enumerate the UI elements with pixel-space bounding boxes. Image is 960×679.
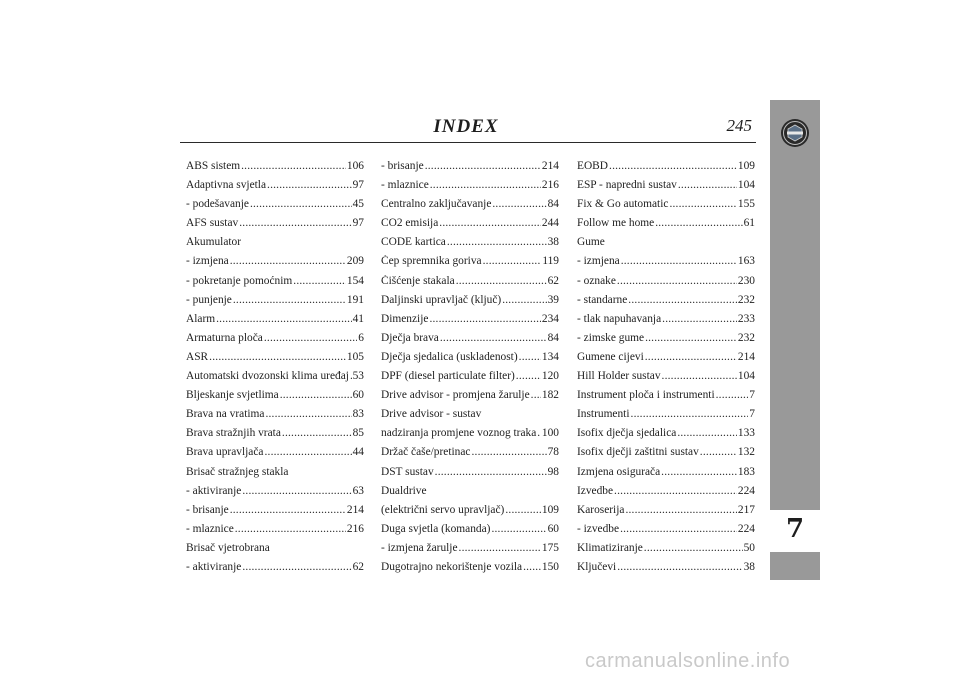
index-entry[interactable] — [186, 408, 364, 427]
index-entry[interactable] — [186, 446, 364, 465]
index-entry[interactable] — [186, 427, 364, 446]
index-entry-label: Gume — [577, 236, 605, 249]
index-entry[interactable] — [381, 466, 559, 485]
index-entry[interactable] — [381, 370, 559, 389]
dot-leader — [235, 523, 346, 535]
index-entry-label: Daljinski upravljač (ključ) — [381, 293, 502, 306]
dot-leader — [662, 313, 737, 325]
index-entry[interactable] — [577, 160, 755, 179]
page-number: 245 — [726, 116, 752, 135]
index-entry-label: Dugotrajno nekorištenje vozila — [381, 560, 523, 573]
index-entry[interactable] — [577, 485, 755, 504]
index-entry-label: - brisanje — [381, 160, 424, 172]
index-entry-page: 105 — [346, 350, 364, 363]
dot-leader — [516, 370, 541, 382]
dot-leader — [661, 466, 737, 478]
dot-leader — [502, 294, 546, 306]
index-entry[interactable] — [381, 255, 559, 274]
index-entry-label: CO2 emisija — [381, 217, 439, 230]
index-entry-page: 61 — [743, 217, 755, 230]
index-entry-label: Dimenzije — [381, 312, 429, 325]
index-entry-label: Drive advisor - sustav — [381, 408, 482, 421]
index-entry[interactable] — [577, 217, 755, 236]
index-entry[interactable] — [186, 198, 364, 217]
index-entry-page: 98 — [547, 465, 559, 478]
index-entry[interactable] — [186, 485, 364, 504]
index-entry[interactable] — [577, 198, 755, 217]
index-entry-label: Instrumenti — [577, 408, 630, 421]
index-entry-label: EOBD — [577, 160, 609, 172]
index-entry[interactable] — [577, 427, 755, 446]
dot-leader — [669, 198, 736, 210]
index-entry-label: Karoserija — [577, 503, 625, 516]
index-column-1 — [186, 160, 364, 580]
dot-leader — [620, 523, 737, 535]
dot-leader — [700, 446, 737, 458]
index-entry-label: Duga svjetla (komanda) — [381, 522, 491, 535]
index-entry-page: 83 — [352, 408, 364, 421]
index-entry-label: Instrument ploča i instrumenti — [577, 389, 715, 402]
dot-leader — [209, 351, 346, 363]
index-entry[interactable] — [381, 389, 559, 408]
index-entry-page: 150 — [541, 560, 559, 573]
index-entry-page: 50 — [743, 541, 755, 554]
index-entry-label: Armaturna ploča — [186, 331, 263, 344]
chapter-tab[interactable] — [770, 510, 820, 552]
dot-leader — [609, 160, 737, 172]
index-entry-page: 134 — [541, 350, 559, 363]
index-entry-label: Bljeskanje svjetlima — [186, 389, 279, 402]
index-entry[interactable] — [381, 313, 559, 332]
chapter-number: 7 — [785, 514, 805, 544]
dot-leader — [429, 313, 540, 325]
index-entry-label: - aktiviranje — [186, 560, 242, 573]
index-entry-page: 63 — [352, 484, 364, 497]
index-entry-page: 45 — [352, 198, 364, 211]
index-entry[interactable] — [381, 160, 559, 179]
index-entry-page: 106 — [346, 160, 364, 172]
lancia-logo-icon — [780, 118, 810, 148]
index-entry[interactable] — [186, 332, 364, 351]
index-entry[interactable] — [381, 427, 559, 446]
index-entry-label: Brava stražnjih vrata — [186, 427, 281, 440]
index-entry-page: 39 — [547, 293, 559, 306]
index-entry-label: - izmjena — [577, 255, 620, 268]
dot-leader — [230, 504, 346, 516]
index-entry-label: - pokretanje pomoćnim — [186, 274, 293, 287]
dot-leader — [430, 179, 541, 191]
index-entry[interactable] — [381, 504, 559, 523]
index-entry-label: Čep spremnika goriva — [381, 255, 482, 268]
index-entry[interactable] — [577, 275, 755, 294]
index-entry-label: CODE kartica — [381, 236, 446, 249]
index-entry-label: (električni servo upravljač) — [381, 503, 505, 516]
index-column-2 — [381, 160, 559, 580]
dot-leader — [440, 332, 547, 344]
dot-leader — [537, 427, 541, 439]
index-entry-label: ESP - napredni sustav — [577, 179, 677, 192]
index-entry[interactable] — [577, 294, 755, 313]
index-entry-page: 78 — [547, 446, 559, 459]
index-entry[interactable] — [577, 408, 755, 427]
dot-leader — [239, 217, 351, 229]
index-entry-label: - mlaznice — [381, 179, 429, 192]
dot-leader — [505, 504, 541, 516]
index-column-3 — [577, 160, 755, 580]
index-entry[interactable] — [577, 332, 755, 351]
index-entry[interactable] — [577, 179, 755, 198]
index-entry-label: DST sustav — [381, 465, 434, 478]
dot-leader — [645, 351, 737, 363]
index-entry-page: 191 — [346, 293, 364, 306]
index-entry-label: Držač čaše/pretinac — [381, 446, 471, 459]
index-entry-page: 7 — [749, 408, 755, 421]
index-entry-label: - tlak napuhavanja — [577, 312, 662, 325]
index-entry[interactable] — [577, 523, 755, 542]
index-entry[interactable] — [577, 236, 755, 255]
index-entry-label: Izmjena osigurača — [577, 465, 661, 478]
index-entry-page: 230 — [737, 274, 755, 287]
index-entry-page: 104 — [737, 179, 755, 192]
index-entry[interactable] — [381, 275, 559, 294]
index-entry-page: 244 — [541, 217, 559, 230]
index-entry-label: - aktiviranje — [186, 484, 242, 497]
index-entry-page: 38 — [743, 560, 755, 573]
dot-leader — [265, 408, 351, 420]
index-entry-page: 224 — [737, 484, 755, 497]
index-entry-page: 209 — [346, 255, 364, 268]
index-entry-label: Dječja brava — [381, 331, 439, 344]
index-entry-label: - zimske gume — [577, 331, 645, 344]
index-entry-label: Klimatiziranje — [577, 541, 643, 554]
index-entry-page: 60 — [547, 522, 559, 535]
index-entry[interactable] — [577, 561, 755, 580]
dot-leader — [617, 561, 742, 573]
index-entry-label: - brisanje — [186, 503, 229, 516]
index-entry-label: - oznake — [577, 274, 616, 287]
index-entry[interactable] — [381, 485, 559, 504]
index-entry-label: Centralno zaključavanje — [381, 198, 492, 211]
dot-leader — [631, 408, 749, 420]
index-entry-page: 109 — [541, 503, 559, 516]
index-entry[interactable] — [577, 351, 755, 370]
index-entry-page: 163 — [737, 255, 755, 268]
dot-leader — [230, 255, 346, 267]
index-entry[interactable] — [186, 275, 364, 294]
page-title: INDEX — [433, 116, 499, 137]
index-entry-page: 132 — [737, 446, 755, 459]
index-entry[interactable] — [577, 255, 755, 274]
dot-leader — [491, 523, 546, 535]
chapter-sidebar — [770, 100, 820, 580]
dot-leader — [621, 255, 737, 267]
dot-leader — [242, 561, 351, 573]
index-entry[interactable] — [381, 236, 559, 255]
dot-leader — [471, 446, 546, 458]
dot-leader — [425, 160, 541, 172]
index-entry[interactable] — [381, 523, 559, 542]
index-entry-page: 6 — [358, 331, 364, 344]
index-entry[interactable] — [381, 332, 559, 351]
index-entry-label: Isofix dječja sjedalica — [577, 427, 677, 440]
index-entry-label: - izmjena žarulje — [381, 541, 458, 554]
index-entry-page: 232 — [737, 293, 755, 306]
index-entry-label: nadziranja promjene voznog traka — [381, 427, 537, 440]
index-entry-label: Brava upravljača — [186, 446, 264, 459]
dot-leader — [492, 198, 546, 210]
index-entry-page: 216 — [541, 179, 559, 192]
index-entry-page: 119 — [542, 255, 559, 268]
index-entry-page: 7 — [749, 389, 755, 402]
dot-leader — [662, 370, 737, 382]
index-entry-label: Akumulator — [186, 236, 242, 249]
index-entry[interactable] — [577, 466, 755, 485]
index-entry[interactable] — [577, 504, 755, 523]
dot-leader — [267, 179, 352, 191]
dot-leader — [645, 332, 737, 344]
index-entry-page: 62 — [352, 560, 364, 573]
index-entry-page: 97 — [352, 217, 364, 230]
dot-leader — [280, 389, 352, 401]
index-entry-page: 53 — [352, 370, 364, 383]
index-entry-label: DPF (diesel particulate filter) — [381, 370, 515, 383]
index-entry-label: Drive advisor - promjena žarulje — [381, 389, 530, 402]
dot-leader — [447, 236, 547, 248]
index-entry-page: 155 — [737, 198, 755, 211]
index-entry[interactable] — [577, 542, 755, 561]
dot-leader — [483, 255, 542, 267]
dot-leader — [625, 504, 736, 516]
index-entry-page: 97 — [352, 179, 364, 192]
index-entry-label: Ključevi — [577, 560, 617, 573]
dot-leader — [350, 370, 352, 382]
index-entry-page: 214 — [737, 350, 755, 363]
index-entry-label: - punjenje — [186, 293, 232, 306]
index-entry[interactable] — [577, 370, 755, 389]
index-entry[interactable] — [381, 294, 559, 313]
dot-leader — [655, 217, 742, 229]
index-entry-page: 214 — [346, 503, 364, 516]
index-entry[interactable] — [186, 389, 364, 408]
dot-leader — [644, 542, 743, 554]
index-entry-page: 60 — [352, 389, 364, 402]
index-entry-page: 224 — [737, 522, 755, 535]
index-entry-label: Isofix dječji zaštitni sustav — [577, 446, 699, 459]
dot-leader — [531, 389, 541, 401]
index-entry-page: 84 — [547, 331, 559, 344]
index-entry[interactable] — [381, 542, 559, 561]
index-entry-page: 38 — [547, 236, 559, 249]
index-entry-label: AFS sustav — [186, 217, 239, 230]
index-entry-page: 120 — [541, 370, 559, 383]
dot-leader — [617, 275, 737, 287]
index-entry-page: 232 — [737, 331, 755, 344]
index-entry-label: Gumene cijevi — [577, 350, 644, 363]
index-entry[interactable] — [186, 179, 364, 198]
dot-leader — [250, 198, 352, 210]
index-entry[interactable] — [186, 160, 364, 179]
index-entry[interactable] — [381, 561, 559, 580]
index-entry-page: 214 — [541, 160, 559, 172]
index-entry-page: 175 — [541, 541, 559, 554]
index-entry-label: Adaptivna svjetla — [186, 179, 267, 192]
index-entry[interactable] — [186, 523, 364, 542]
index-entry-label: Automatski dvozonski klima uređaj — [186, 370, 349, 383]
dot-leader — [523, 561, 541, 573]
dot-leader — [628, 294, 737, 306]
index-entry-label: - standarne — [577, 293, 628, 306]
index-entry-page: 154 — [346, 274, 364, 287]
index-entry-label: ASR — [186, 350, 209, 363]
index-entry-label: - izmjena — [186, 255, 229, 268]
index-entry[interactable] — [381, 179, 559, 198]
dot-leader — [614, 485, 737, 497]
index-entry[interactable] — [186, 217, 364, 236]
index-entry[interactable] — [186, 504, 364, 523]
index-entry-page: 85 — [352, 427, 364, 440]
dot-leader — [282, 427, 352, 439]
index-entry[interactable] — [381, 351, 559, 370]
index-entry-page: 183 — [737, 465, 755, 478]
index-entry[interactable] — [577, 389, 755, 408]
index-entry-page: 41 — [352, 312, 364, 325]
index-entry[interactable] — [186, 542, 364, 561]
index-entry-label: Brisač stražnjeg stakla — [186, 465, 289, 478]
index-entry[interactable] — [186, 294, 364, 313]
index-entry[interactable] — [186, 561, 364, 580]
index-entry[interactable] — [381, 217, 559, 236]
header-rule — [180, 142, 756, 143]
index-entry-page: 109 — [737, 160, 755, 172]
dot-leader — [264, 446, 351, 458]
index-entry[interactable] — [381, 446, 559, 465]
index-entry-page: 133 — [737, 427, 755, 440]
index-entry-label: Hill Holder sustav — [577, 370, 661, 383]
dot-leader — [677, 427, 737, 439]
index-entry[interactable] — [186, 466, 364, 485]
dot-leader — [519, 351, 541, 363]
index-entry-label: Čišćenje stakala — [381, 274, 455, 287]
index-entry-page: 234 — [541, 312, 559, 325]
index-entry-label: - izvedbe — [577, 522, 620, 535]
dot-leader — [439, 217, 541, 229]
index-entry-page: 62 — [547, 274, 559, 287]
index-entry-page: 84 — [547, 198, 559, 211]
index-entry[interactable] — [186, 370, 364, 389]
dot-leader — [716, 389, 749, 401]
dot-leader — [242, 485, 351, 497]
index-entry[interactable] — [381, 198, 559, 217]
index-entry-label: - mlaznice — [186, 522, 234, 535]
dot-leader — [233, 294, 346, 306]
index-entry-page: 104 — [737, 370, 755, 383]
index-entry-label: Brava na vratima — [186, 408, 265, 421]
index-entry-label: ABS sistem — [186, 160, 241, 172]
index-entry-label: Brisač vjetrobrana — [186, 541, 270, 554]
dot-leader — [241, 160, 346, 172]
index-entry-label: Follow me home — [577, 217, 655, 230]
index-entry-page: 44 — [352, 446, 364, 459]
index-entry-page: 233 — [737, 312, 755, 325]
index-entry-page: 182 — [541, 389, 559, 402]
dot-leader — [293, 275, 346, 287]
index-entry-page: 100 — [541, 427, 559, 440]
index-entry-label: Alarm — [186, 312, 216, 325]
index-entry-label: Dualdrive — [381, 484, 427, 497]
dot-leader — [216, 313, 352, 325]
dot-leader — [459, 542, 541, 554]
index-entry[interactable] — [186, 236, 364, 255]
index-entry[interactable] — [577, 446, 755, 465]
index-entry[interactable] — [186, 351, 364, 370]
index-entry[interactable] — [381, 408, 559, 427]
page-header — [180, 116, 752, 138]
dot-leader — [264, 332, 357, 344]
index-entry-label: Izvedbe — [577, 484, 614, 497]
dot-leader — [456, 275, 547, 287]
watermark: carmanualsonline.info — [585, 650, 791, 672]
index-entry-label: - podešavanje — [186, 198, 249, 211]
index-entry-page: 216 — [346, 522, 364, 535]
dot-leader — [678, 179, 737, 191]
index-entry-page: 217 — [737, 503, 755, 516]
index-entry[interactable] — [577, 313, 755, 332]
dot-leader — [435, 466, 547, 478]
index-entry[interactable] — [186, 313, 364, 332]
index-entry-label: Fix & Go automatic — [577, 198, 669, 211]
index-entry-label: Dječja sjedalica (uskladenost) — [381, 350, 518, 363]
index-entry[interactable] — [186, 255, 364, 274]
